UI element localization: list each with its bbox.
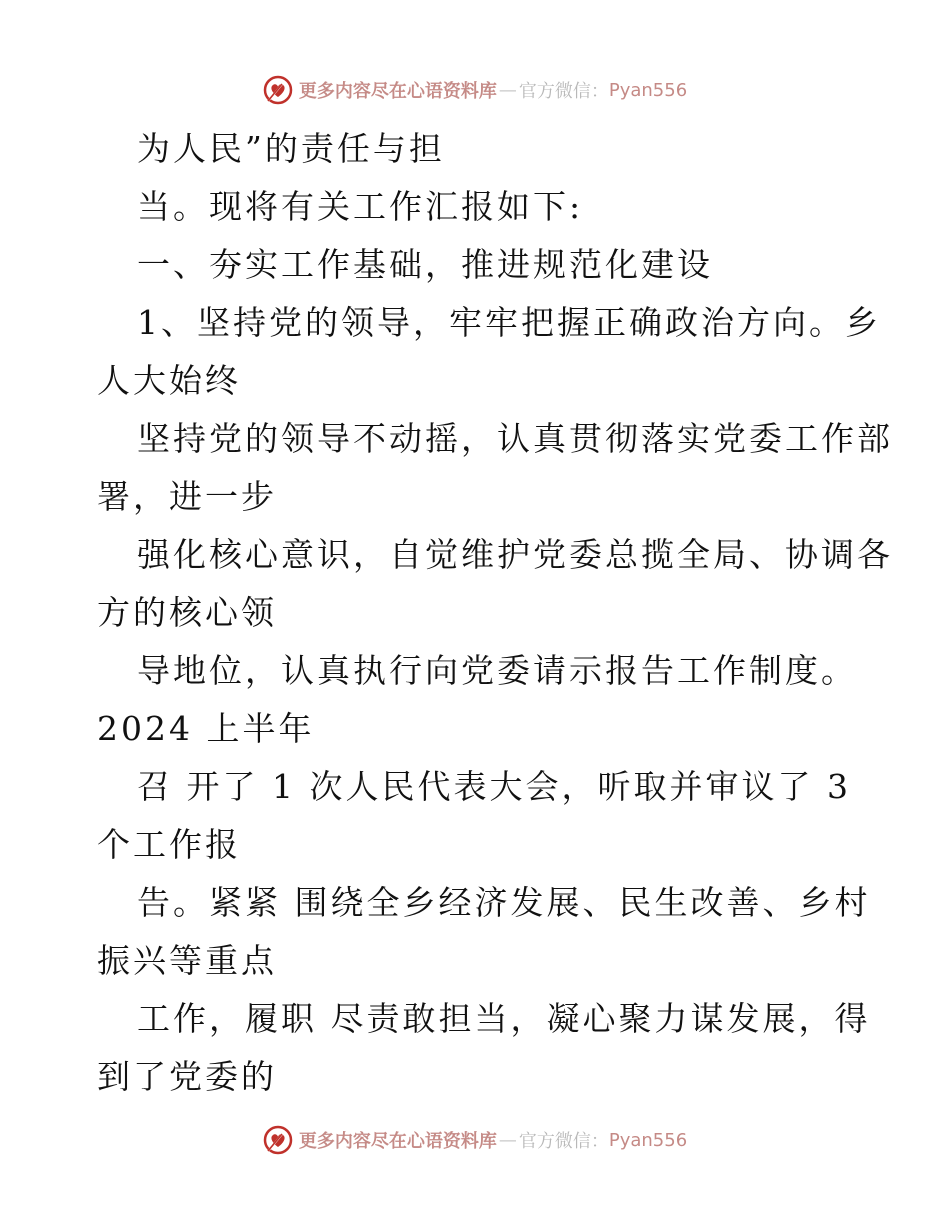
header-banner-main: 更多内容尽在心语资料库 [298,81,497,102]
body-line: 当。现将有关工作汇报如下: [137,187,584,226]
heart-pen-logo-icon [263,1125,293,1155]
body-line: 告。紧紧 围绕全乡经济发展、民生改善、乡村 [137,883,871,922]
body-line: 方的核心领 [97,593,277,632]
body-line: 个工作报 [97,825,241,864]
document-body [97,120,893,1106]
body-line: 坚持党的领导不动摇，认真贯彻落实党委工作部 [137,419,893,458]
header-banner-wechat-label: 官方微信： [518,81,609,102]
body-line: 强化核心意识，自觉维护党委总揽全局、协调各 [137,535,893,574]
body-line: 署，进一步 [97,477,277,516]
body-line: 到了党委的 [97,1057,277,1096]
footer-banner-main: 更多内容尽在心语资料库 [298,1131,497,1152]
footer-banner-wechat-id: Pyan556 [608,1129,688,1151]
header-banner [0,70,950,110]
body-line: 工作，履职 尽责敢担当，凝心聚力谋发展，得 [137,999,871,1038]
body-line: 召 开了 1 次人民代表大会，听取并审议了 3 [137,767,851,806]
body-line: 人大始终 [97,361,241,400]
body-line: 振兴等重点 [97,941,277,980]
heart-pen-logo-icon [263,75,293,105]
footer-banner [0,1120,950,1160]
footer-banner-wechat-label: 官方微信： [518,1131,609,1152]
header-banner-separator: — [498,79,517,101]
body-line: 导地位，认真执行向党委请示报告工作制度。 [137,651,857,690]
header-banner-text [299,77,687,103]
footer-banner-text [299,1127,687,1153]
body-line: 2024 上半年 [97,709,315,748]
body-line: 1、坚持党的领导，牢牢把握正确政治方向。乡 [137,303,881,342]
footer-banner-separator: — [498,1129,517,1151]
header-banner-wechat-id: Pyan556 [608,79,688,101]
body-line: 为人民”的责任与担 [137,129,445,168]
section-heading: 一、夯实工作基础，推进规范化建设 [137,245,713,284]
